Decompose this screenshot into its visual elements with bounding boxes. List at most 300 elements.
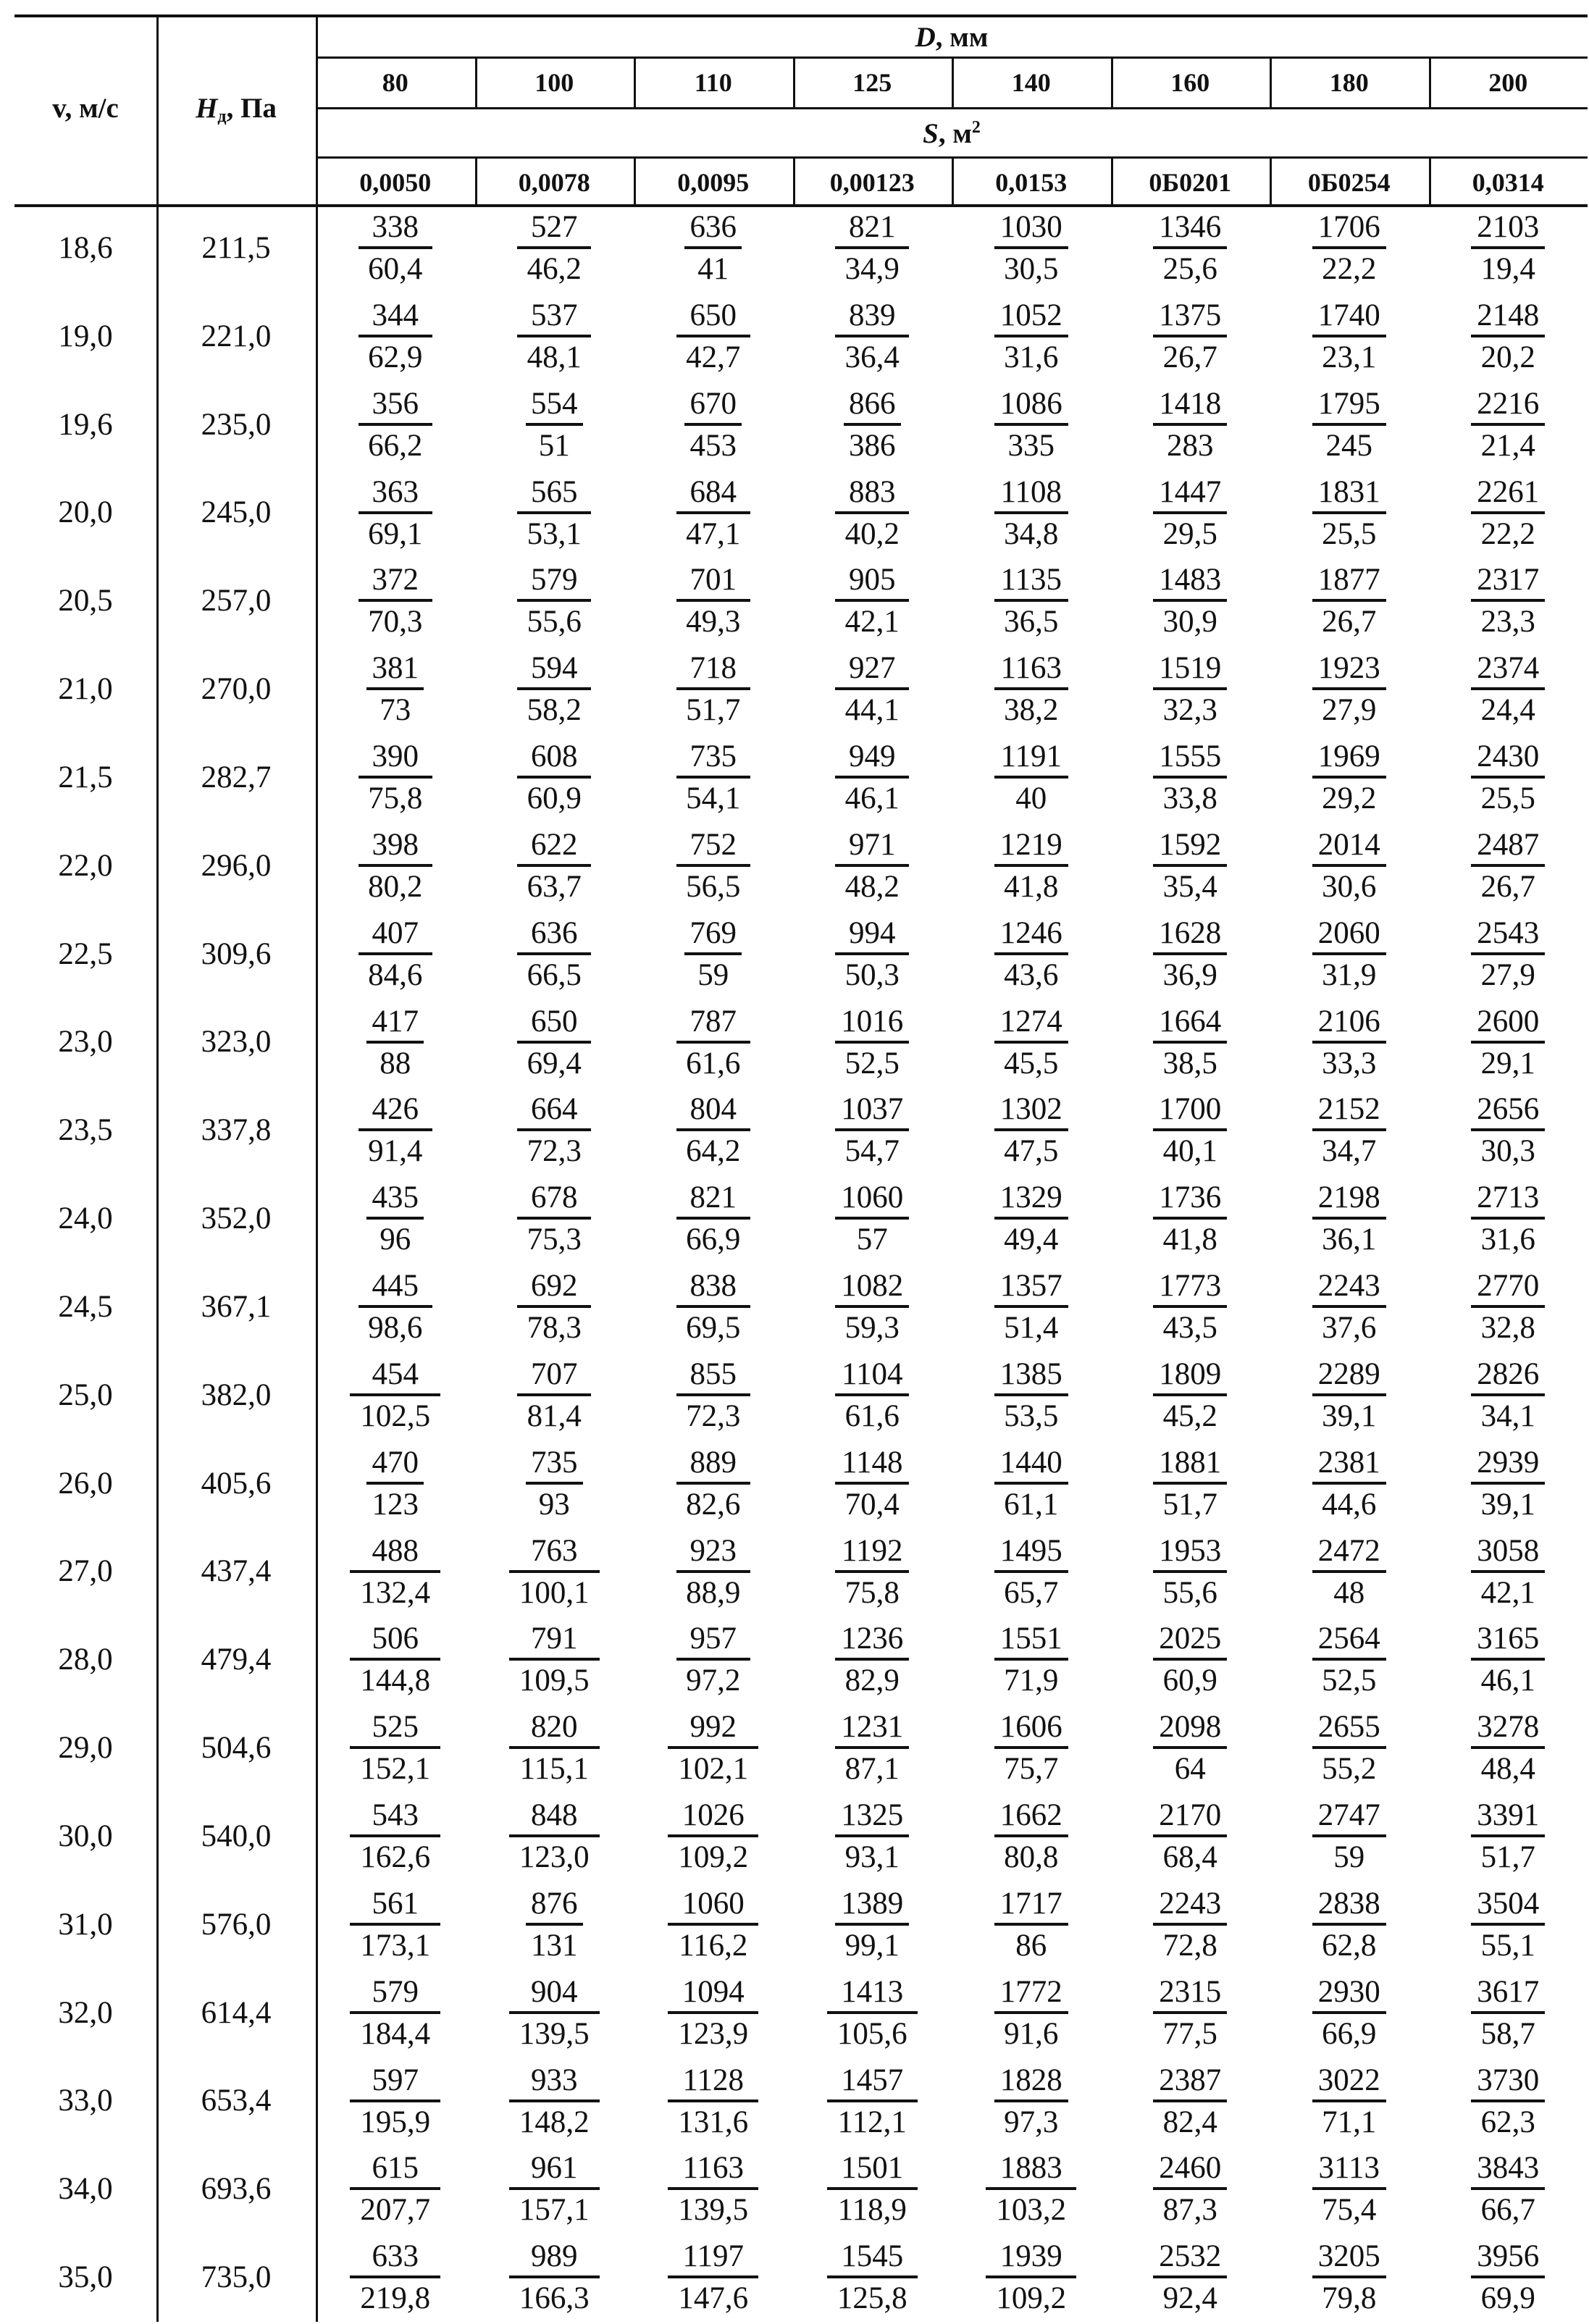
fraction-line: [517, 952, 591, 955]
fraction-denominator: 21,4: [1480, 428, 1535, 463]
fraction-denominator: 152,1: [360, 1752, 431, 1787]
fraction-line: [1312, 1923, 1386, 1926]
fraction-numerator: 3113: [1318, 2151, 1380, 2186]
fraction-line: [835, 1570, 909, 1573]
fraction-denominator: 23,3: [1480, 605, 1535, 639]
fraction-line: [1312, 2275, 1386, 2278]
fraction-denominator: 61,6: [844, 1398, 900, 1433]
fraction-denominator: 60,9: [527, 781, 582, 815]
fraction-line: [350, 2187, 440, 2190]
fraction-line: [1153, 864, 1227, 867]
fraction-numerator: 1664: [1159, 1004, 1222, 1039]
fraction-numerator: 390: [372, 739, 419, 773]
fraction-numerator: 1772: [999, 1974, 1062, 2009]
fraction-line: [676, 599, 750, 602]
fraction-line: [1312, 335, 1386, 337]
fraction-line: [835, 864, 909, 867]
fraction-numerator: 670: [689, 386, 737, 421]
fraction-denominator: 88: [380, 1046, 411, 1081]
fraction-numerator: 650: [689, 298, 737, 332]
diameter-value: 125: [852, 68, 892, 97]
fraction-denominator: 30,9: [1162, 605, 1217, 639]
fraction-denominator: 98,6: [368, 1311, 423, 1345]
fraction-line: [668, 2099, 758, 2102]
fraction-numerator: 2532: [1159, 2239, 1222, 2274]
fraction-denominator: 118,9: [837, 2193, 907, 2228]
fraction-numerator: 1740: [1317, 298, 1380, 332]
fraction-denominator: 87,3: [1162, 2193, 1217, 2228]
fraction-denominator: 78,3: [527, 1311, 582, 1345]
fraction-numerator: 1016: [841, 1004, 904, 1039]
fraction-numerator: 1519: [1159, 651, 1222, 686]
fraction-numerator: 752: [689, 827, 737, 862]
fraction-denominator: 70,3: [368, 605, 423, 639]
fraction-line: [1471, 335, 1545, 337]
fraction-denominator: 283: [1167, 428, 1214, 463]
fraction-line: [1153, 1217, 1227, 1220]
fraction-denominator: 80,2: [368, 869, 423, 904]
fraction-line: [1312, 246, 1386, 249]
fraction-denominator: 20,2: [1480, 340, 1535, 374]
pressure-value: 211,5: [201, 230, 271, 265]
fraction-numerator: 769: [689, 915, 737, 950]
fraction-denominator: 82,6: [686, 1487, 741, 1522]
fraction-line: [668, 2011, 758, 2014]
fraction-denominator: 91,6: [1004, 2016, 1059, 2051]
fraction-numerator: 3617: [1477, 1974, 1540, 2009]
fraction-line: [509, 2187, 600, 2190]
fraction-denominator: 59,3: [844, 1311, 900, 1345]
fraction-denominator: 47,1: [686, 516, 741, 551]
fraction-line: [1312, 1482, 1386, 1485]
fraction-line: [668, 1834, 758, 1837]
fraction-denominator: 33,8: [1162, 781, 1217, 815]
fraction-line: [994, 1217, 1068, 1220]
fraction-denominator: 115,1: [519, 1752, 589, 1787]
fraction-denominator: 55,2: [1322, 1752, 1377, 1787]
fraction-denominator: 66,9: [686, 1222, 741, 1257]
fraction-denominator: 54,7: [844, 1134, 900, 1169]
fraction-denominator: 109,2: [678, 1840, 749, 1874]
fraction-numerator: 678: [531, 1180, 578, 1215]
fraction-numerator: 883: [849, 474, 896, 509]
fraction-numerator: 622: [531, 827, 578, 862]
fraction-denominator: 22,2: [1480, 516, 1535, 551]
velocity-value: 27,0: [58, 1554, 113, 1589]
fraction-denominator: 82,9: [844, 1664, 900, 1698]
fraction-line: [517, 1393, 591, 1396]
fraction-line: [994, 864, 1068, 867]
fraction-line: [994, 335, 1068, 337]
fraction-line: [1471, 599, 1545, 602]
fraction-denominator: 123,0: [519, 1840, 590, 1874]
fraction-line: [517, 776, 591, 779]
fraction-numerator: 989: [531, 2239, 578, 2274]
area-value: 0,0078: [518, 168, 590, 197]
fraction-numerator: 839: [849, 298, 896, 332]
fraction-numerator: 1389: [841, 1886, 904, 1921]
fraction-denominator: 55,6: [1162, 1575, 1217, 1610]
fraction-numerator: 1128: [682, 2063, 744, 2097]
pressure-value: 235,0: [201, 407, 272, 442]
fraction-numerator: 866: [849, 386, 896, 421]
fraction-line: [1471, 1658, 1545, 1661]
fraction-line: [835, 1128, 909, 1131]
fraction-numerator: 426: [372, 1092, 419, 1127]
velocity-value: 20,5: [58, 584, 113, 618]
fraction-line: [517, 1217, 591, 1220]
fraction-denominator: 386: [849, 428, 896, 463]
fraction-line: [350, 2099, 440, 2102]
fraction-denominator: 75,4: [1322, 2193, 1377, 2228]
fraction-numerator: 763: [531, 1533, 578, 1568]
fraction-line: [844, 423, 901, 426]
fraction-line: [1312, 2011, 1386, 2014]
fraction-numerator: 1236: [841, 1622, 904, 1656]
fraction-numerator: 3843: [1477, 2151, 1540, 2186]
fraction-line: [1471, 246, 1545, 249]
velocity-value: 19,0: [58, 319, 113, 353]
fraction-denominator: 166,3: [519, 2281, 590, 2316]
fraction-line: [1153, 1128, 1227, 1131]
fraction-denominator: 148,2: [519, 2105, 590, 2139]
table-top-rule: [14, 14, 1588, 17]
fraction-line: [827, 2099, 918, 2102]
fraction-denominator: 62,8: [1322, 1928, 1377, 1963]
fraction-line: [835, 1305, 909, 1308]
fraction-denominator: 64: [1174, 1752, 1206, 1787]
fraction-denominator: 51,7: [1480, 1840, 1535, 1874]
fraction-numerator: 2103: [1477, 210, 1540, 244]
pressure-value: 245,0: [201, 495, 272, 530]
fraction-line: [509, 1834, 600, 1837]
fraction-numerator: 2460: [1159, 2151, 1222, 2186]
fraction-numerator: 838: [689, 1269, 737, 1303]
fraction-line: [1153, 1305, 1227, 1308]
fraction-denominator: 75,7: [1004, 1752, 1059, 1787]
fraction-numerator: 1592: [1159, 827, 1222, 862]
fraction-line: [1471, 2275, 1545, 2278]
fraction-line: [350, 1834, 440, 1837]
fraction-denominator: 52,5: [844, 1046, 900, 1081]
fraction-line: [668, 2187, 758, 2190]
fraction-numerator: 992: [689, 1710, 737, 1745]
fraction-denominator: 32,3: [1162, 693, 1217, 728]
velocity-value: 30,0: [58, 1818, 113, 1853]
fraction-numerator: 372: [372, 563, 419, 597]
fraction-denominator: 207,7: [360, 2193, 431, 2228]
fraction-line: [1312, 599, 1386, 602]
fraction-line: [986, 2275, 1076, 2278]
diameter-value: 140: [1011, 68, 1051, 97]
fraction-line: [676, 1128, 750, 1131]
fraction-numerator: 407: [372, 915, 419, 950]
fraction-numerator: 2106: [1317, 1004, 1380, 1039]
fraction-denominator: 60,9: [1162, 1664, 1217, 1698]
fraction-line: [1471, 1393, 1545, 1396]
fraction-denominator: 45,2: [1162, 1398, 1217, 1433]
pressure-value: 367,1: [201, 1289, 272, 1324]
fraction-numerator: 445: [372, 1269, 419, 1303]
fraction-numerator: 1881: [1159, 1445, 1222, 1480]
fraction-numerator: 2198: [1317, 1180, 1380, 1215]
fraction-numerator: 1883: [999, 2151, 1062, 2186]
fraction-numerator: 2289: [1317, 1356, 1380, 1391]
pressure-value: 540,0: [201, 1818, 272, 1853]
fraction-numerator: 692: [531, 1269, 578, 1303]
pressure-value: 309,6: [201, 936, 272, 971]
pressure-value: 479,4: [201, 1643, 272, 1677]
fraction-denominator: 34,1: [1480, 1398, 1535, 1433]
fraction-numerator: 855: [689, 1356, 737, 1391]
fraction-line: [1312, 1305, 1386, 1308]
fraction-denominator: 44,1: [844, 693, 900, 728]
fraction-numerator: 488: [372, 1533, 419, 1568]
fraction-numerator: 1413: [841, 1974, 904, 2009]
fraction-line: [994, 776, 1068, 779]
fraction-denominator: 97,2: [686, 1664, 741, 1698]
fraction-numerator: 1551: [999, 1622, 1062, 1656]
velocity-value: 22,0: [58, 848, 113, 883]
fraction-denominator: 48,1: [527, 340, 582, 374]
fraction-line: [1471, 1128, 1545, 1131]
fraction-numerator: 1274: [999, 1004, 1062, 1039]
fraction-denominator: 57: [856, 1222, 888, 1257]
fraction-line: [517, 246, 591, 249]
fraction-denominator: 42,7: [686, 340, 741, 374]
fraction-denominator: 105,6: [837, 2016, 907, 2051]
fraction-numerator: 848: [531, 1798, 578, 1832]
fraction-denominator: 72,8: [1162, 1928, 1217, 1963]
fraction-numerator: 2930: [1317, 1974, 1380, 2009]
fraction-denominator: 139,5: [519, 2016, 590, 2051]
fraction-line: [994, 246, 1068, 249]
diameter-value: 160: [1170, 68, 1210, 97]
fraction-numerator: 615: [372, 2151, 419, 2186]
fraction-numerator: 2025: [1159, 1622, 1222, 1656]
fraction-numerator: 3391: [1477, 1798, 1540, 1832]
fraction-numerator: 356: [372, 386, 419, 421]
fraction-denominator: 32,8: [1480, 1311, 1535, 1345]
fraction-line: [1153, 1834, 1227, 1837]
fraction-numerator: 821: [689, 1180, 737, 1215]
fraction-line: [994, 687, 1068, 690]
fraction-denominator: 77,5: [1162, 2016, 1217, 2051]
fraction-line: [1153, 952, 1227, 955]
fraction-line: [1312, 423, 1386, 426]
fraction-line: [517, 687, 591, 690]
fraction-denominator: 38,5: [1162, 1046, 1217, 1081]
fraction-denominator: 41,8: [1162, 1222, 1217, 1257]
fraction-line: [1153, 335, 1227, 337]
fraction-numerator: 1163: [682, 2151, 744, 2186]
pressure-value: 693,6: [201, 2172, 272, 2207]
fraction-numerator: 1094: [682, 1974, 745, 2009]
fraction-denominator: 30,6: [1322, 869, 1377, 904]
fraction-numerator: 2243: [1159, 1886, 1222, 1921]
fraction-denominator: 36,1: [1322, 1222, 1377, 1257]
header-bottom-rule: [14, 204, 1588, 207]
fraction-numerator: 3058: [1477, 1533, 1540, 1568]
fraction-line: [994, 1570, 1068, 1573]
fraction-line: [986, 2187, 1076, 2190]
fraction-numerator: 338: [372, 210, 419, 244]
fraction-numerator: 554: [531, 386, 578, 421]
fraction-numerator: 876: [531, 1886, 578, 1921]
fraction-numerator: 1606: [999, 1710, 1062, 1745]
velocity-value: 26,0: [58, 1466, 113, 1501]
fraction-denominator: 70,4: [844, 1487, 900, 1522]
fraction-numerator: 2148: [1477, 298, 1540, 332]
fraction-denominator: 173,1: [360, 1928, 431, 1963]
fraction-line: [827, 2187, 918, 2190]
fraction-numerator: 2747: [1317, 1798, 1380, 1832]
fraction-numerator: 1828: [999, 2063, 1062, 2097]
velocity-value: 18,6: [58, 230, 113, 265]
fraction-numerator: 1923: [1317, 651, 1380, 686]
fraction-denominator: 60,4: [368, 252, 423, 286]
fraction-numerator: 597: [372, 2063, 419, 2097]
fraction-line: [1471, 1305, 1545, 1308]
fraction-denominator: 123: [372, 1487, 419, 1522]
fraction-denominator: 31,6: [1004, 340, 1059, 374]
fraction-line: [517, 1128, 591, 1131]
pressure-header: $H_д$, Па: [196, 93, 277, 126]
fraction-numerator: 1231: [841, 1710, 904, 1745]
fraction-line: [835, 599, 909, 602]
fraction-numerator: 1457: [841, 2063, 904, 2097]
fraction-denominator: 27,9: [1322, 693, 1377, 728]
fraction-denominator: 38,2: [1004, 693, 1059, 728]
fraction-line: [1312, 776, 1386, 779]
fraction-numerator: 633: [372, 2239, 419, 2274]
fraction-numerator: 1555: [1159, 739, 1222, 773]
fraction-numerator: 579: [531, 563, 578, 597]
diameter-value: 110: [694, 68, 732, 97]
fraction-line: [676, 687, 750, 690]
fraction-numerator: 1773: [1159, 1269, 1222, 1303]
fraction-line: [517, 335, 591, 337]
fraction-numerator: 3956: [1477, 2239, 1540, 2274]
fraction-numerator: 961: [531, 2151, 578, 2186]
fraction-denominator: 86: [1015, 1928, 1047, 1963]
fraction-numerator: 957: [689, 1622, 737, 1656]
fraction-numerator: 1375: [1159, 298, 1222, 332]
fraction-denominator: 62,9: [368, 340, 423, 374]
fraction-numerator: 525: [372, 1710, 419, 1745]
velocity-value: 28,0: [58, 1643, 113, 1677]
fraction-numerator: 1939: [999, 2239, 1062, 2274]
fraction-denominator: 35,4: [1162, 869, 1217, 904]
fraction-numerator: 1418: [1159, 386, 1222, 421]
velocity-header: v, м/с: [52, 93, 119, 124]
fraction-denominator: 44,6: [1322, 1487, 1377, 1522]
fraction-denominator: 71,1: [1322, 2105, 1377, 2139]
fraction-line: [994, 952, 1068, 955]
fraction-denominator: 100,1: [519, 1575, 590, 1610]
fraction-line: [350, 2011, 440, 2014]
fraction-numerator: 2060: [1317, 915, 1380, 950]
fraction-line: [835, 1834, 909, 1837]
fraction-numerator: 791: [531, 1622, 578, 1656]
fraction-numerator: 363: [372, 474, 419, 509]
diameter-values-rule: [316, 107, 1588, 109]
fraction-denominator: 125,8: [837, 2281, 907, 2316]
fraction-line: [835, 246, 909, 249]
fraction-numerator: 2170: [1159, 1798, 1222, 1832]
fraction-denominator: 116,2: [679, 1928, 748, 1963]
fraction-numerator: 2216: [1477, 386, 1540, 421]
fraction-numerator: 3730: [1477, 2063, 1540, 2097]
fraction-line: [1153, 1570, 1227, 1573]
velocity-value: 34,0: [58, 2172, 113, 2207]
fraction-denominator: 97,3: [1004, 2105, 1059, 2139]
fraction-denominator: 37,6: [1322, 1311, 1377, 1345]
fraction-numerator: 1246: [999, 915, 1062, 950]
fraction-numerator: 820: [531, 1710, 578, 1745]
fraction-line: [366, 1217, 424, 1220]
fraction-numerator: 2838: [1317, 1886, 1380, 1921]
fraction-numerator: 1037: [841, 1092, 904, 1127]
fraction-denominator: 48: [1333, 1575, 1365, 1610]
pressure-value: 735,0: [201, 2260, 272, 2295]
fraction-denominator: 80,8: [1004, 1840, 1059, 1874]
fraction-denominator: 51,4: [1004, 1311, 1059, 1345]
diameter-header: D, мм: [915, 22, 989, 53]
fraction-numerator: 2374: [1477, 651, 1540, 686]
fraction-numerator: 1329: [999, 1180, 1062, 1215]
fraction-denominator: 27,9: [1480, 957, 1535, 992]
fraction-numerator: 1060: [682, 1886, 745, 1921]
fraction-denominator: 24,4: [1480, 693, 1535, 728]
fraction-denominator: 93: [538, 1487, 570, 1522]
fraction-denominator: 131: [531, 1928, 578, 1963]
fraction-denominator: 59: [697, 957, 729, 992]
pressure-value: 653,4: [201, 2084, 272, 2118]
fraction-denominator: 132,4: [360, 1575, 431, 1610]
column-rule-v: [156, 14, 159, 2322]
fraction-numerator: 594: [531, 651, 578, 686]
fraction-denominator: 79,8: [1322, 2281, 1377, 2316]
fraction-denominator: 96: [380, 1222, 411, 1257]
fraction-line: [1153, 423, 1227, 426]
fraction-denominator: 63,7: [527, 869, 582, 904]
fraction-line: [835, 1482, 909, 1485]
fraction-denominator: 72,3: [527, 1134, 582, 1169]
fraction-denominator: 66,2: [368, 428, 423, 463]
fraction-line: [1153, 1393, 1227, 1396]
fraction-line: [359, 1128, 432, 1131]
fraction-denominator: 22,2: [1322, 252, 1377, 286]
fraction-numerator: 735: [531, 1445, 578, 1480]
pressure-value: 282,7: [201, 760, 272, 794]
fraction-denominator: 102,1: [678, 1752, 749, 1787]
fraction-line: [366, 1482, 424, 1485]
fraction-line: [994, 1393, 1068, 1396]
fraction-denominator: 29,2: [1322, 781, 1377, 815]
fraction-numerator: 735: [689, 739, 737, 773]
fraction-denominator: 66,7: [1480, 2193, 1535, 2228]
fraction-numerator: 561: [372, 1886, 419, 1921]
fraction-line: [1312, 1217, 1386, 1220]
fraction-denominator: 109,2: [996, 2281, 1067, 2316]
fraction-numerator: 1700: [1159, 1092, 1222, 1127]
fraction-line: [684, 423, 742, 426]
fraction-line: [1312, 2099, 1386, 2102]
fraction-line: [359, 511, 432, 514]
fraction-denominator: 51,7: [1162, 1487, 1217, 1522]
fraction-denominator: 65,7: [1004, 1575, 1059, 1610]
